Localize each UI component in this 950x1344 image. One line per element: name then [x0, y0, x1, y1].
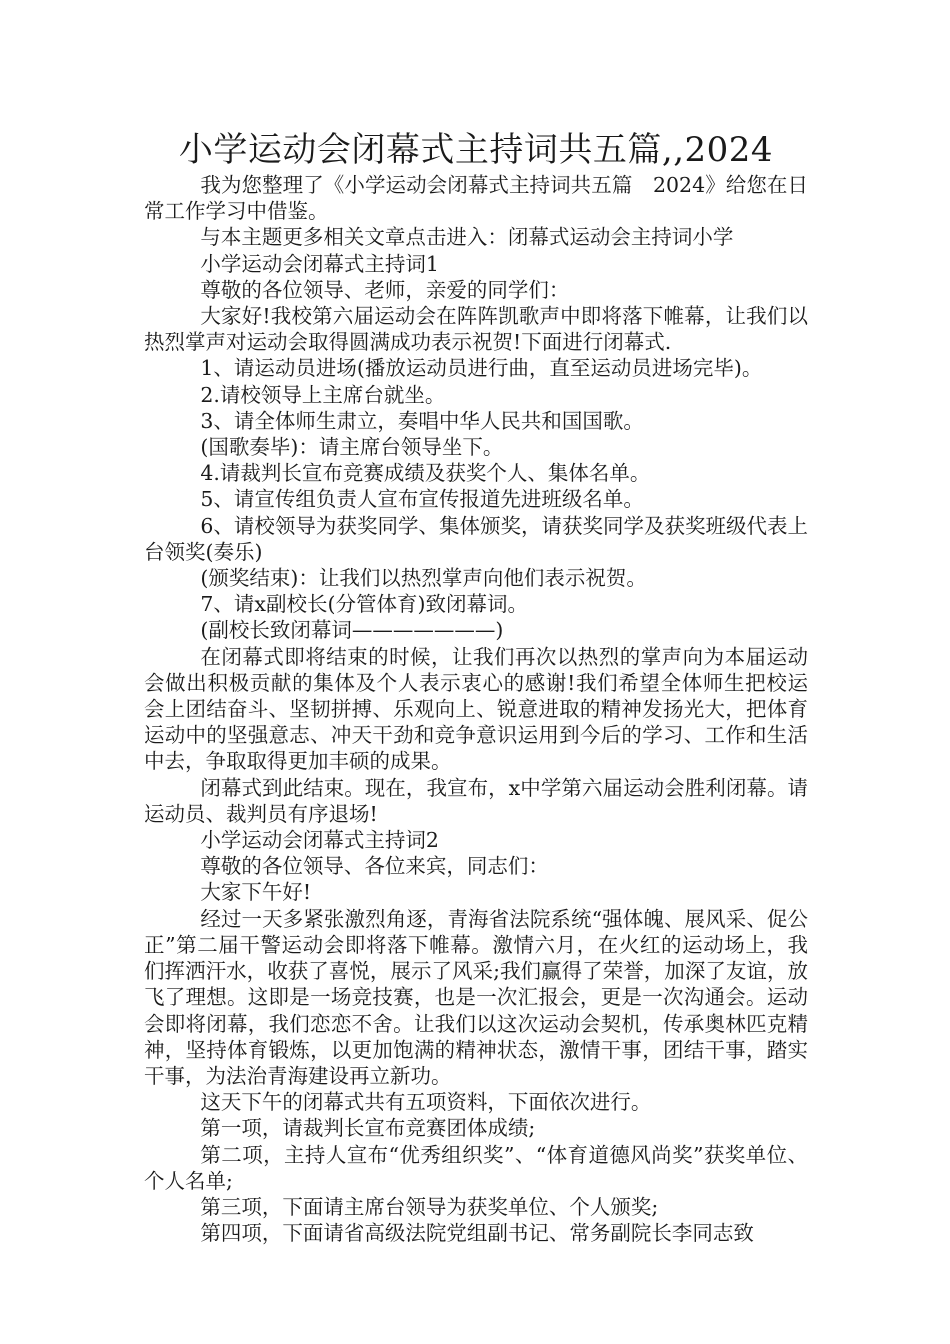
paragraph: 我为您整理了《小学运动会闭幕式主持词共五篇 2024》给您在日常工作学习中借鉴。 — [144, 173, 808, 224]
paragraph: 经过一天多紧张激烈角逐，青海省法院系统“强体魄、展风采、促公正”第二届干警运动会即将落下帷幕。激情六月，在火红的运动场上，我们挥洒汗水，收获了喜悦，展示了风采;我们赢得了荣誉，加深了友谊，放飞了理想。这即是一场竞技赛，也是一次汇报会，更是一次沟通会。运动会即将闭幕，我们恋恋不舍。让我们以这次运动会契机，传承奥林匹克精神，坚持体育锻炼，以更加饱满的精神状态，激情干事，团结干事，踏实干事，为法治青海建设再立新功。 — [144, 906, 808, 1088]
paragraph: 7、请x副校长(分管体育)致闭幕词。 — [200, 592, 528, 617]
paragraph: (国歌奏毕)：请主席台领导坐下。 — [200, 435, 504, 460]
paragraph: 在闭幕式即将结束的时候，让我们再次以热烈的掌声向为本届运动会做出积极贡献的集体及个人表示衷心的感谢!我们希望全体师生把校运会上团结奋斗、坚韧拼搏、乐观向上、锐意进取的精神发扬光大，把体育运动中的坚强意志、冲天干劲和竞争意识运用到今后的学习、工作和生活中去，争取取得更加丰硕的成果。 — [144, 644, 808, 774]
document-title: 小学运动会闭幕式主持词共五篇,,2024 — [178, 130, 774, 170]
paragraph: 2.请校领导上主席台就坐。 — [200, 382, 446, 407]
paragraph: 这天下午的闭幕式共有五项资料，下面依次进行。 — [200, 1090, 652, 1115]
paragraph: 3、请全体师生肃立，奏唱中华人民共和国国歌。 — [200, 408, 644, 433]
document-body — [144, 172, 808, 1246]
paragraph: 尊敬的各位领导、老师，亲爱的同学们： — [200, 277, 570, 302]
paragraph: 1、请运动员进场(播放运动员进行曲，直至运动员进场完毕)。 — [200, 356, 763, 381]
paragraph: 第四项，下面请省高级法院党组副书记、常务副院长李同志致 — [200, 1221, 754, 1246]
paragraph: 与本主题更多相关文章点击进入：闭幕式运动会主持词小学 — [200, 225, 734, 250]
paragraph: 6、请校领导为获奖同学、集体颁奖，请获奖同学及获奖班级代表上台领奖(奏乐) — [144, 513, 808, 564]
paragraph: 大家下午好! — [200, 880, 312, 905]
paragraph: (副校长致闭幕词———————) — [200, 618, 504, 643]
paragraph: 闭幕式到此结束。现在，我宣布，x中学第六届运动会胜利闭幕。请运动员、裁判员有序退场! — [144, 775, 808, 826]
section-heading: 小学运动会闭幕式主持词2 — [200, 828, 439, 853]
paragraph: 大家好!我校第六届运动会在阵阵凯歌声中即将落下帷幕，让我们以热烈掌声对运动会取得圆满成功表示祝贺!下面进行闭幕式. — [144, 304, 808, 355]
paragraph: 第三项，下面请主席台领导为获奖单位、个人颁奖; — [200, 1194, 659, 1219]
section-heading: 小学运动会闭幕式主持词1 — [200, 251, 439, 276]
paragraph: 第二项，主持人宣布“优秀组织奖”、“体育道德风尚奖”获奖单位、个人名单; — [144, 1142, 808, 1193]
paragraph: 4.请裁判长宣布竞赛成绩及获奖个人、集体名单。 — [200, 461, 651, 486]
paragraph: (颁奖结束)：让我们以热烈掌声向他们表示祝贺。 — [200, 566, 647, 591]
paragraph: 尊敬的各位领导、各位来宾，同志们： — [200, 854, 549, 879]
document-page — [144, 128, 808, 1246]
paragraph: 第一项，请裁判长宣布竞赛团体成绩; — [200, 1116, 536, 1141]
paragraph: 5、请宣传组负责人宣布宣传报道先进班级名单。 — [200, 487, 644, 512]
